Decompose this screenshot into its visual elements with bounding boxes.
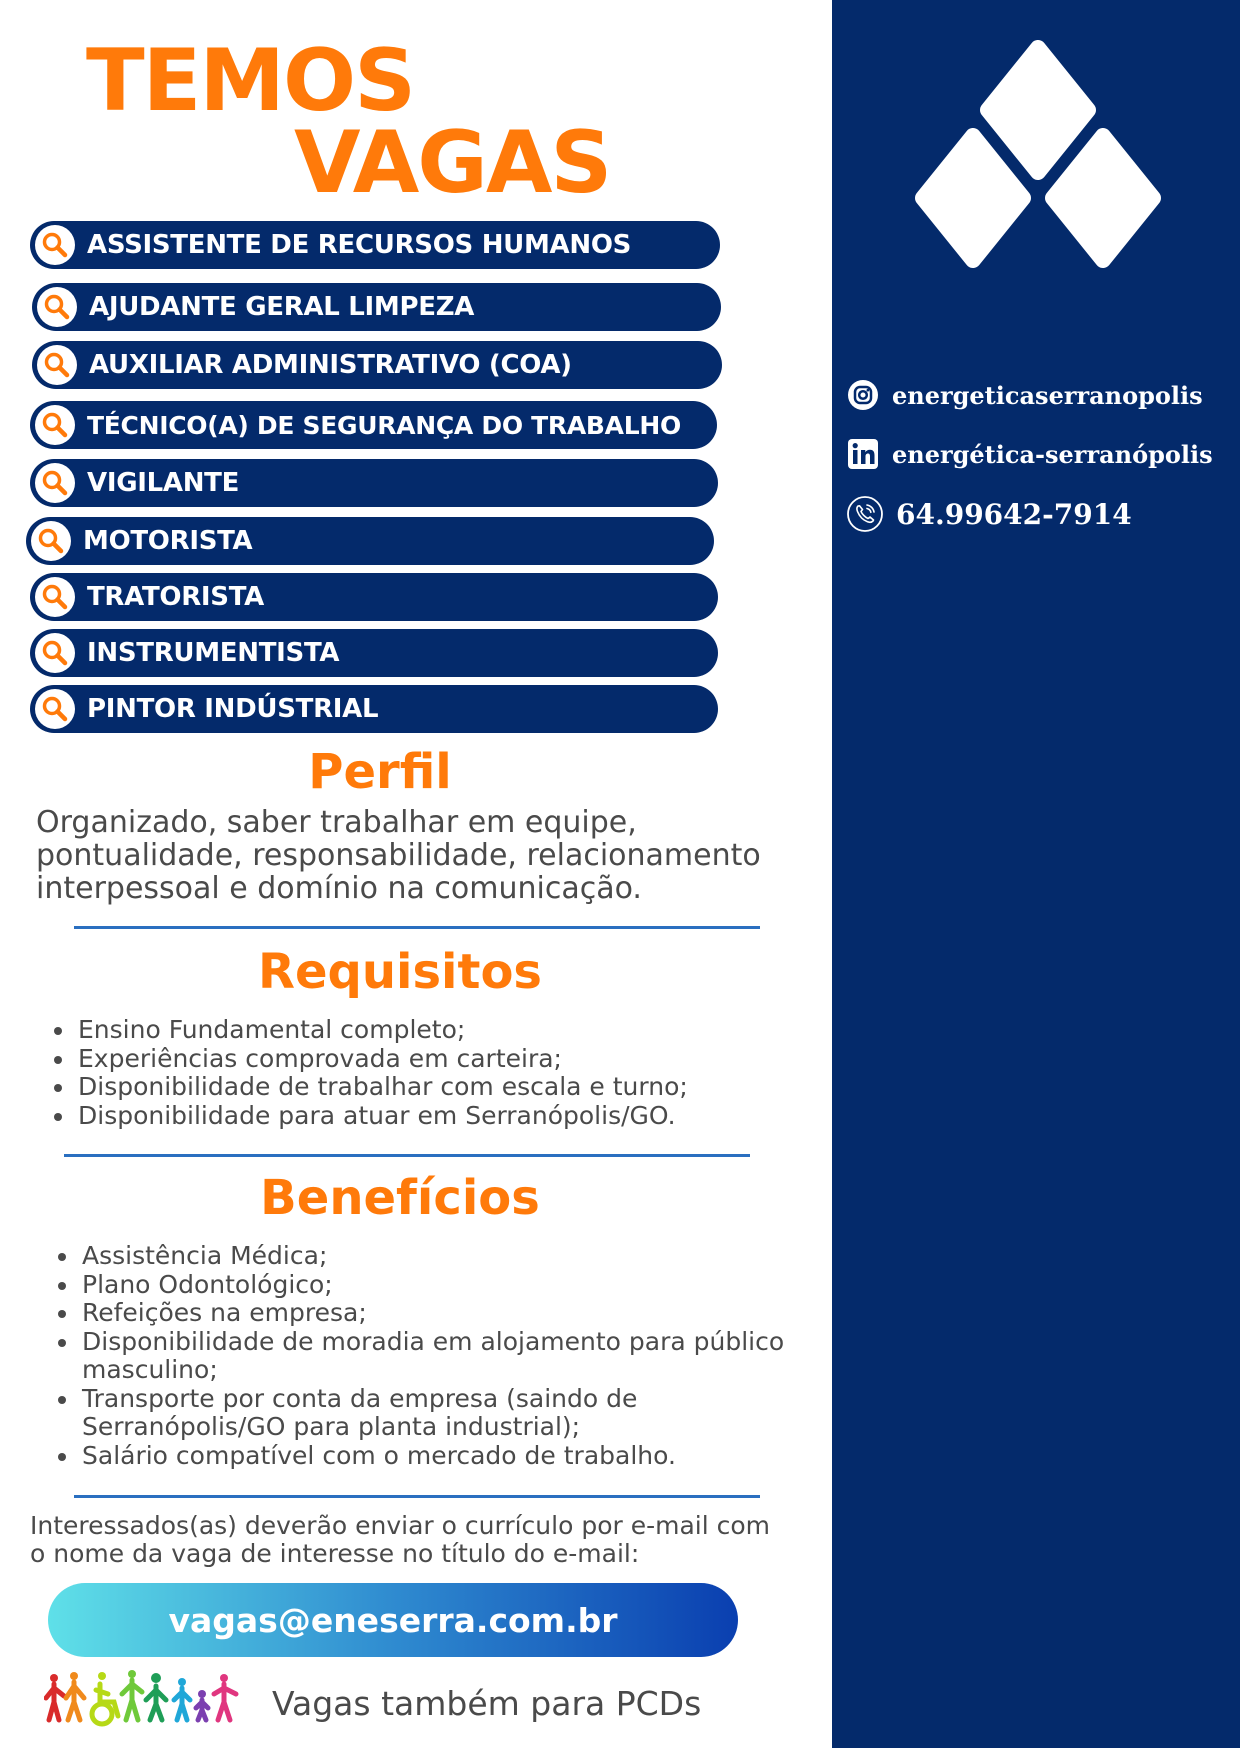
search-icon [37, 345, 77, 385]
application-instructions [30, 1512, 830, 1568]
job-label: INSTRUMENTISTA [87, 638, 340, 668]
job-pill[interactable] [32, 283, 721, 331]
title-temos: TEMOS [86, 31, 415, 131]
job-label: AJUDANTE GERAL LIMPEZA [89, 292, 475, 322]
list-item: • Plano Odontológico; [80, 1271, 820, 1300]
job-pill[interactable] [30, 629, 718, 677]
job-label: MOTORISTA [83, 526, 253, 556]
instagram-icon [846, 378, 880, 412]
job-pill[interactable] [30, 573, 718, 621]
phone-icon [846, 495, 884, 533]
job-label: PINTOR INDÚSTRIAL [87, 694, 379, 724]
perfil-line: pontualidade, responsabilidade, relacionamento [36, 838, 761, 873]
job-pill[interactable] [32, 341, 722, 389]
search-icon [35, 405, 75, 445]
divider [74, 926, 760, 929]
search-icon [37, 287, 77, 327]
phone-number: 64.99642-7914 [896, 497, 1132, 531]
job-pill[interactable] [30, 221, 720, 269]
list-item: • Assistência Médica; [80, 1242, 820, 1271]
list-item: • Ensino Fundamental completo; [76, 1016, 856, 1045]
job-pill[interactable] [30, 401, 717, 449]
job-pill[interactable] [26, 517, 714, 565]
instructions-line: o nome da vaga de interesse no título do e-mail: [30, 1539, 640, 1568]
instagram-handle: energeticaserranopolis [892, 380, 1203, 410]
phone-row[interactable] [846, 495, 1132, 533]
search-icon [35, 463, 75, 503]
job-label: AUXILIAR ADMINISTRATIVO (COA) [89, 350, 572, 380]
search-icon [35, 633, 75, 673]
list-item: • Disponibilidade para atuar em Serranópolis/GO. [76, 1102, 856, 1131]
requisitos-list [32, 1016, 856, 1130]
company-logo [908, 38, 1168, 298]
job-label: ASSISTENTE DE RECURSOS HUMANOS [87, 230, 632, 260]
job-pill[interactable] [30, 459, 718, 507]
perfil-line: Organizado, saber trabalhar em equipe, [36, 805, 637, 840]
instructions-line: Interessados(as) deverão enviar o currículo por e-mail com [30, 1511, 771, 1540]
job-pill[interactable] [30, 685, 718, 733]
search-icon [31, 521, 71, 561]
linkedin-icon [846, 437, 880, 471]
perfil-title: Perfil [308, 744, 452, 800]
job-label: VIGILANTE [87, 468, 240, 498]
linkedin-handle: energética-serranópolis [892, 439, 1213, 469]
requisitos-title: Requisitos [257, 944, 542, 1000]
perfil-text [36, 806, 826, 905]
email-button[interactable]: vagas@eneserra.com.br [48, 1583, 738, 1657]
pcd-text: Vagas também para PCDs [272, 1684, 702, 1723]
job-label: TÉCNICO(A) DE SEGURANÇA DO TRABALHO [87, 410, 681, 440]
linkedin-row[interactable] [846, 437, 1213, 471]
list-item: • Disponibilidade de trabalhar com escala e turno; [76, 1073, 856, 1102]
pcd-row [44, 1664, 804, 1734]
divider [74, 1495, 760, 1498]
beneficios-list [36, 1242, 820, 1470]
pcd-people-icon [44, 1668, 254, 1728]
job-label: TRATORISTA [87, 582, 264, 612]
list-item: • Disponibilidade de moradia em alojamento para público masculino; [80, 1328, 820, 1385]
instagram-row[interactable] [846, 378, 1203, 412]
list-item: • Salário compatível com o mercado de trabalho. [80, 1442, 820, 1471]
perfil-line: interpessoal e domínio na comunicação. [36, 871, 642, 906]
list-item: • Transporte por conta da empresa (saindo de Serranópolis/GO para planta industrial); [80, 1385, 820, 1442]
search-icon [35, 689, 75, 729]
right-panel [832, 0, 1240, 1748]
search-icon [35, 225, 75, 265]
list-item: • Refeições na empresa; [80, 1299, 820, 1328]
list-item: • Experiências comprovada em carteira; [76, 1045, 856, 1074]
title-vagas: VAGAS [294, 113, 611, 213]
divider [64, 1154, 750, 1157]
beneficios-title: Benefícios [260, 1170, 540, 1226]
search-icon [35, 577, 75, 617]
